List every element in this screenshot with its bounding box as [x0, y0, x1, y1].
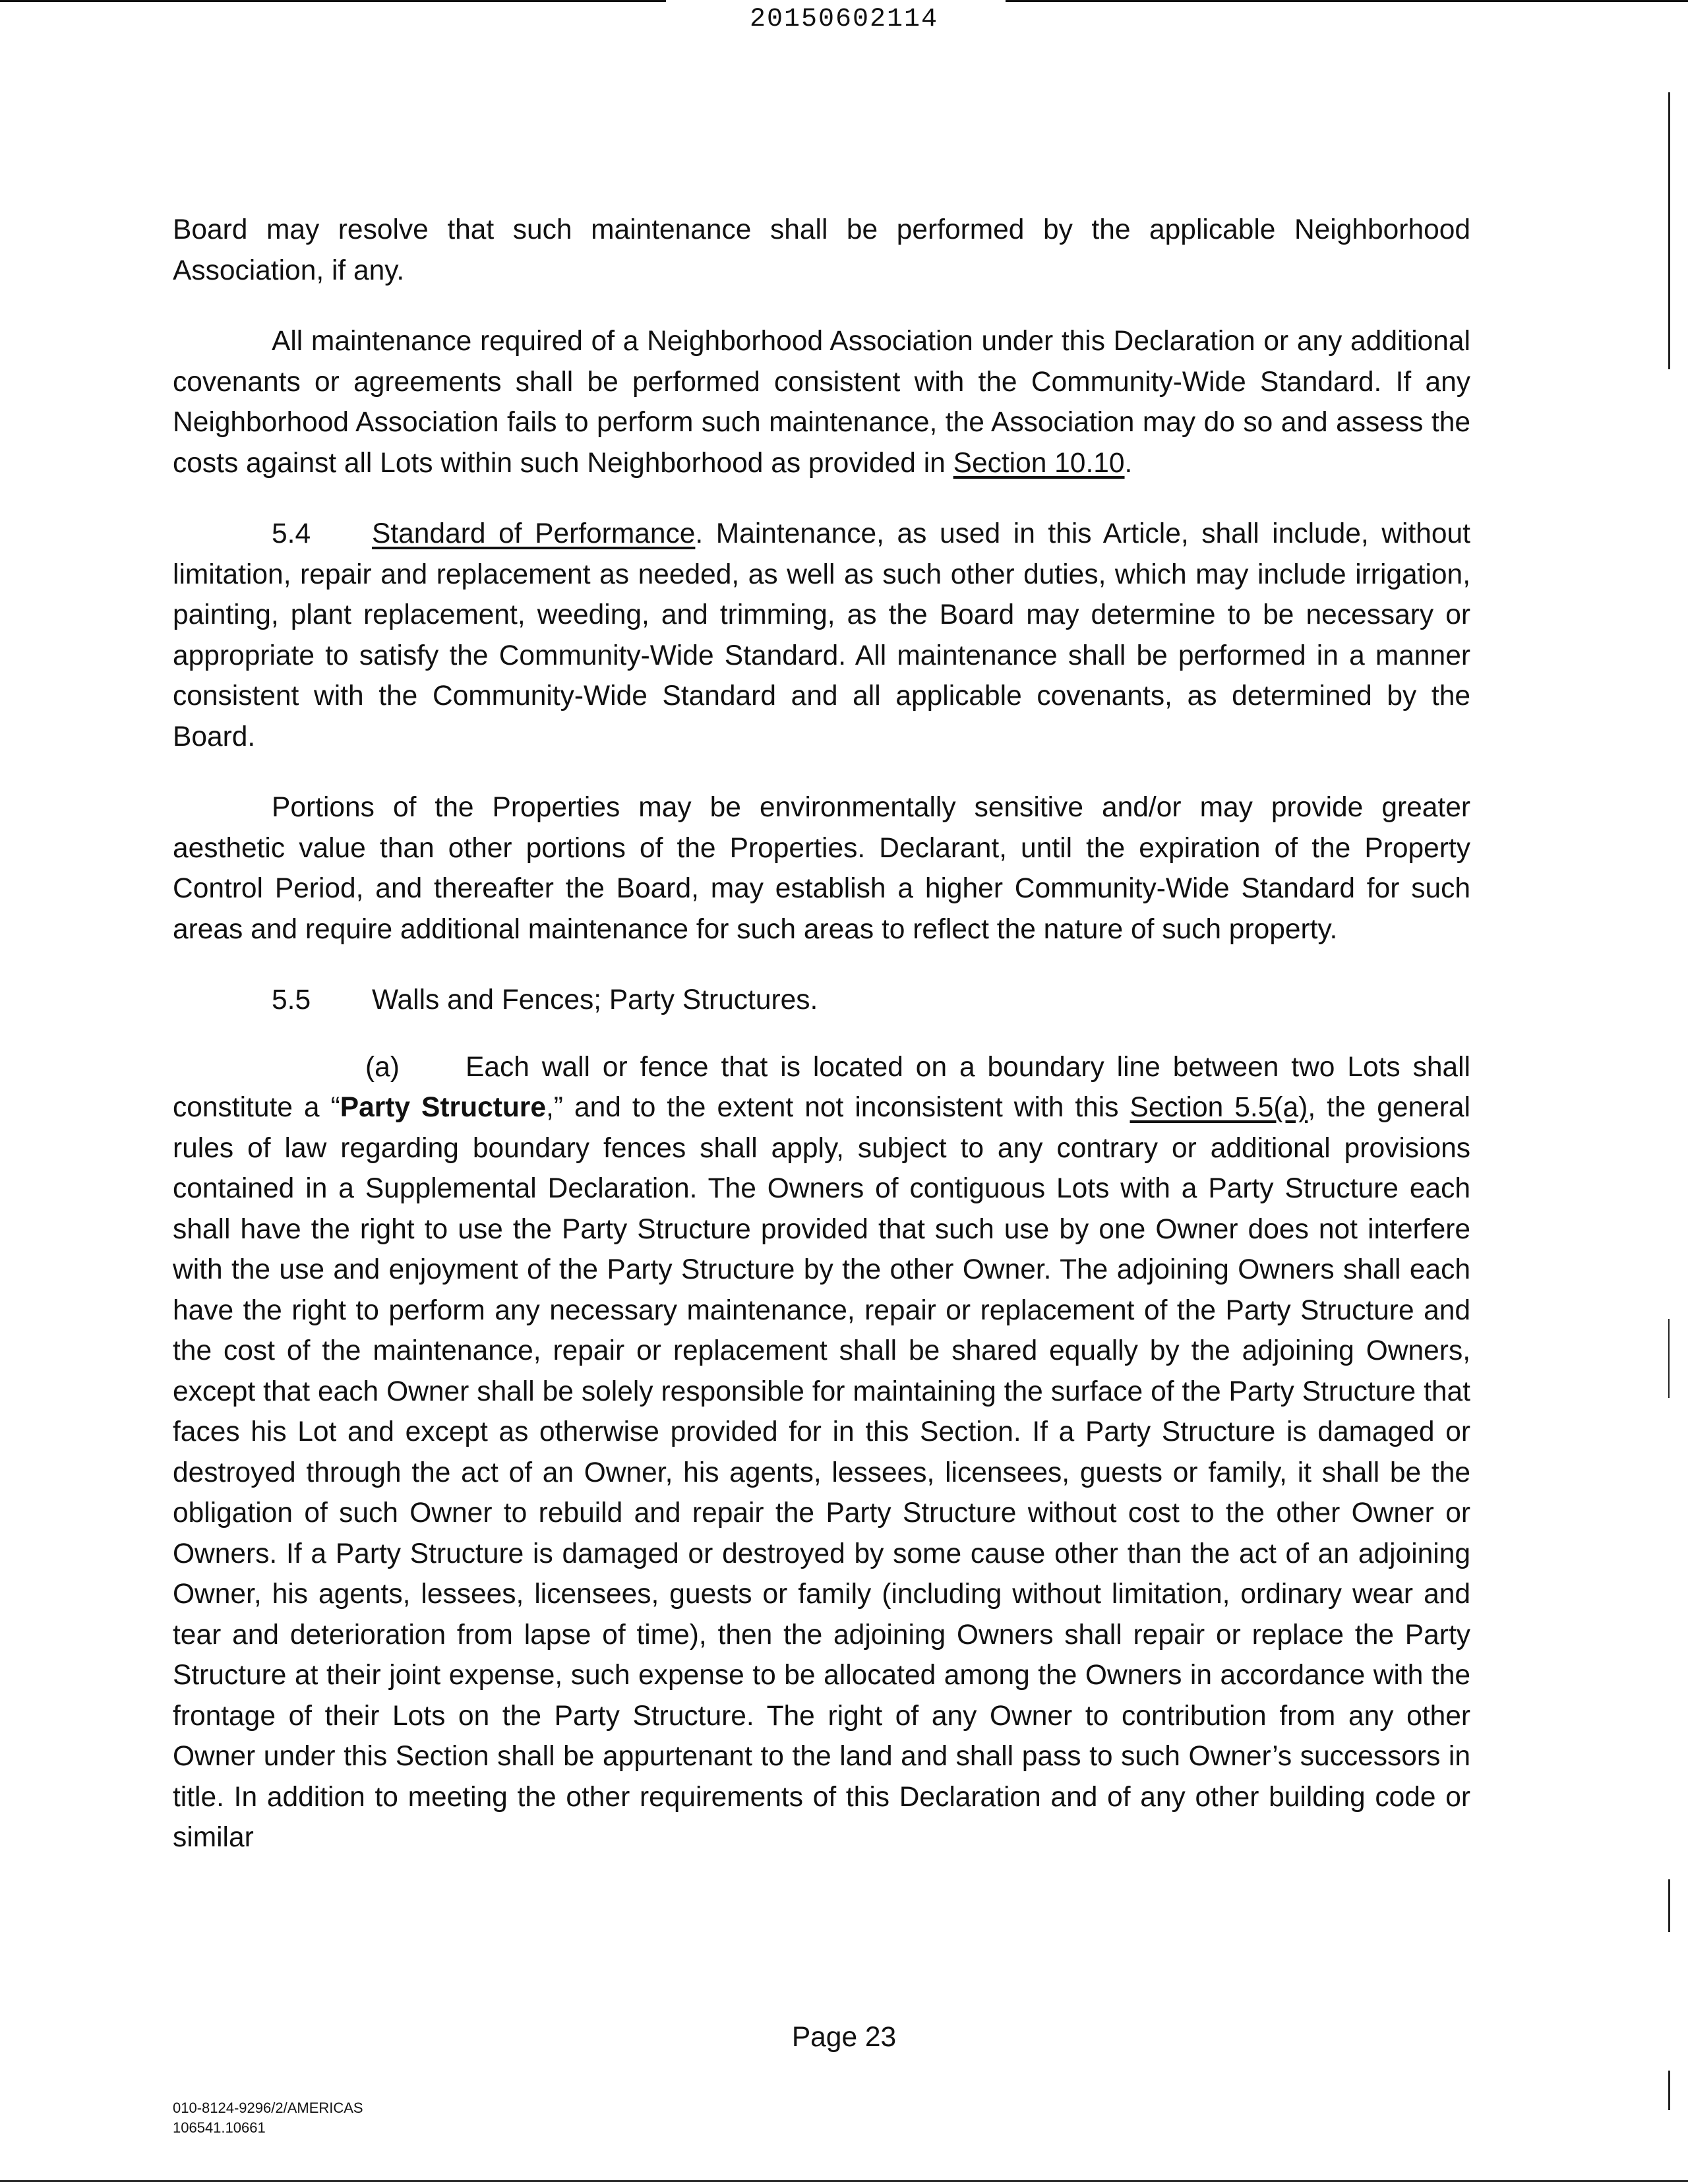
margin-mark [1668, 1319, 1670, 1398]
section-heading: Walls and Fences; Party Structures. [372, 985, 818, 1016]
top-rule-left [0, 0, 666, 2]
footer-id-line: 010-8124-9296/2/AMERICAS [173, 2100, 363, 2116]
section-reference: Section 5.5(a) [1130, 1092, 1308, 1123]
section-heading: Standard of Performance [372, 518, 696, 549]
document-number: 20150602114 [749, 5, 939, 34]
paragraph-environmental [173, 787, 1470, 950]
subsection-label: (a) [365, 1051, 400, 1083]
subsection-5-5-a [173, 1047, 1470, 1858]
page-number: Page 23 [791, 2022, 897, 2053]
paragraph-text: Board may resolve that such maintenance shall be performed by the applicable Neighborhood Association, if any. [173, 214, 1470, 286]
section-5-4 [173, 514, 1470, 757]
top-rule-right [1006, 0, 1688, 2]
document-body [173, 210, 1470, 1889]
paragraph-text: Portions of the Properties may be environmentally sensitive and/or may provide greater aesthetic value than other portions of the Properties. Declarant, until the expiration of the Property Control Period, and thereafter the Board, may establish a higher Community-Wide Standard for such areas and require additional maintenance for such areas to reflect the nature of such property. [173, 792, 1470, 945]
footer-document-id [173, 2098, 363, 2138]
section-5-5 [173, 980, 1470, 1021]
margin-mark [1668, 1879, 1670, 1932]
footer-id-line: 106541.10661 [173, 2119, 266, 2136]
section-reference: Section 10.10 [953, 447, 1125, 479]
section-text: . Maintenance, as used in this Article, shall include, without limitation, repair and replacement as needed, as well as such other duties, which may include irrigation, painting, plant replacement, weeding, and trimming, as the Board may determine to be necessary or appropriate to satisfy the Community-Wide Standard. All maintenance shall be performed in a manner consistent with the Community-Wide Standard and all applicable covenants, as determined by the Board. [173, 518, 1470, 752]
margin-mark [1668, 92, 1670, 369]
subsection-text: ,” and to the extent not inconsistent with this [546, 1092, 1130, 1123]
section-number: 5.4 [272, 518, 311, 549]
subsection-text: Each wall or fence that is located on a boundary line between two Lots shall constitute a “ [173, 1051, 1470, 1123]
margin-mark [1668, 2071, 1670, 2110]
paragraph-text: All maintenance required of a Neighborhood Association under this Declaration or any additional covenants or agreements shall be performed consistent with the Community-Wide Standard. If any Neighborhood Association fails to perform such maintenance, the Association may do so and assess the costs against all Lots within such Neighborhood as provided in [173, 326, 1470, 479]
subsection-text: , the general rules of law regarding boundary fences shall apply, subject to any contrary or additional provisions contained in a Supplemental Declaration. The Owners of contiguous Lots with a Party Structure each shall have the right to use the Party Structure provided that such use by one Owner does not interfere with the use and enjoyment of the Party Structure by the other Owner. The adjoining Owners shall each have the right to perform any necessary maintenance, repair or replacement of the Party Structure and the cost of the maintenance, repair or replacement shall be shared equally by the adjoining Owners, except that each Owner shall be solely responsible for maintaining the surface of the Party Structure that faces his Lot and except as otherwise provided for in this Section. If a Party Structure is damaged or destroyed through the act of an Owner, his agents, lessees, licensees, guests or family, it shall be the obligation of such Owner to rebuild and repair the Party Structure without cost to the other Owner or Owners. If a Party Structure is damaged or destroyed by some cause other than the act of an adjoining Owner, his agents, lessees, licensees, guests or family (including without limitation, ordinary wear and tear and deterioration from lapse of time), then the adjoining Owners shall repair or replace the Party Structure at their joint expense, such expense to be allocated among the Owners in accordance with the frontage of their Lots on the Party Structure. The right of any Owner to contribution from any other Owner under this Section shall be appurtenant to the land and shall pass to such Owner’s successors in title. In addition to meeting the other requirements of this Declaration and of any other building code or similar [173, 1092, 1471, 1853]
section-number: 5.5 [272, 985, 311, 1016]
paragraph-text: . [1124, 447, 1133, 479]
bottom-rule [0, 2180, 1688, 2182]
paragraph-neighborhood-maintenance [173, 321, 1470, 483]
defined-term: Party Structure [340, 1092, 546, 1123]
paragraph-board-resolve [173, 210, 1470, 291]
